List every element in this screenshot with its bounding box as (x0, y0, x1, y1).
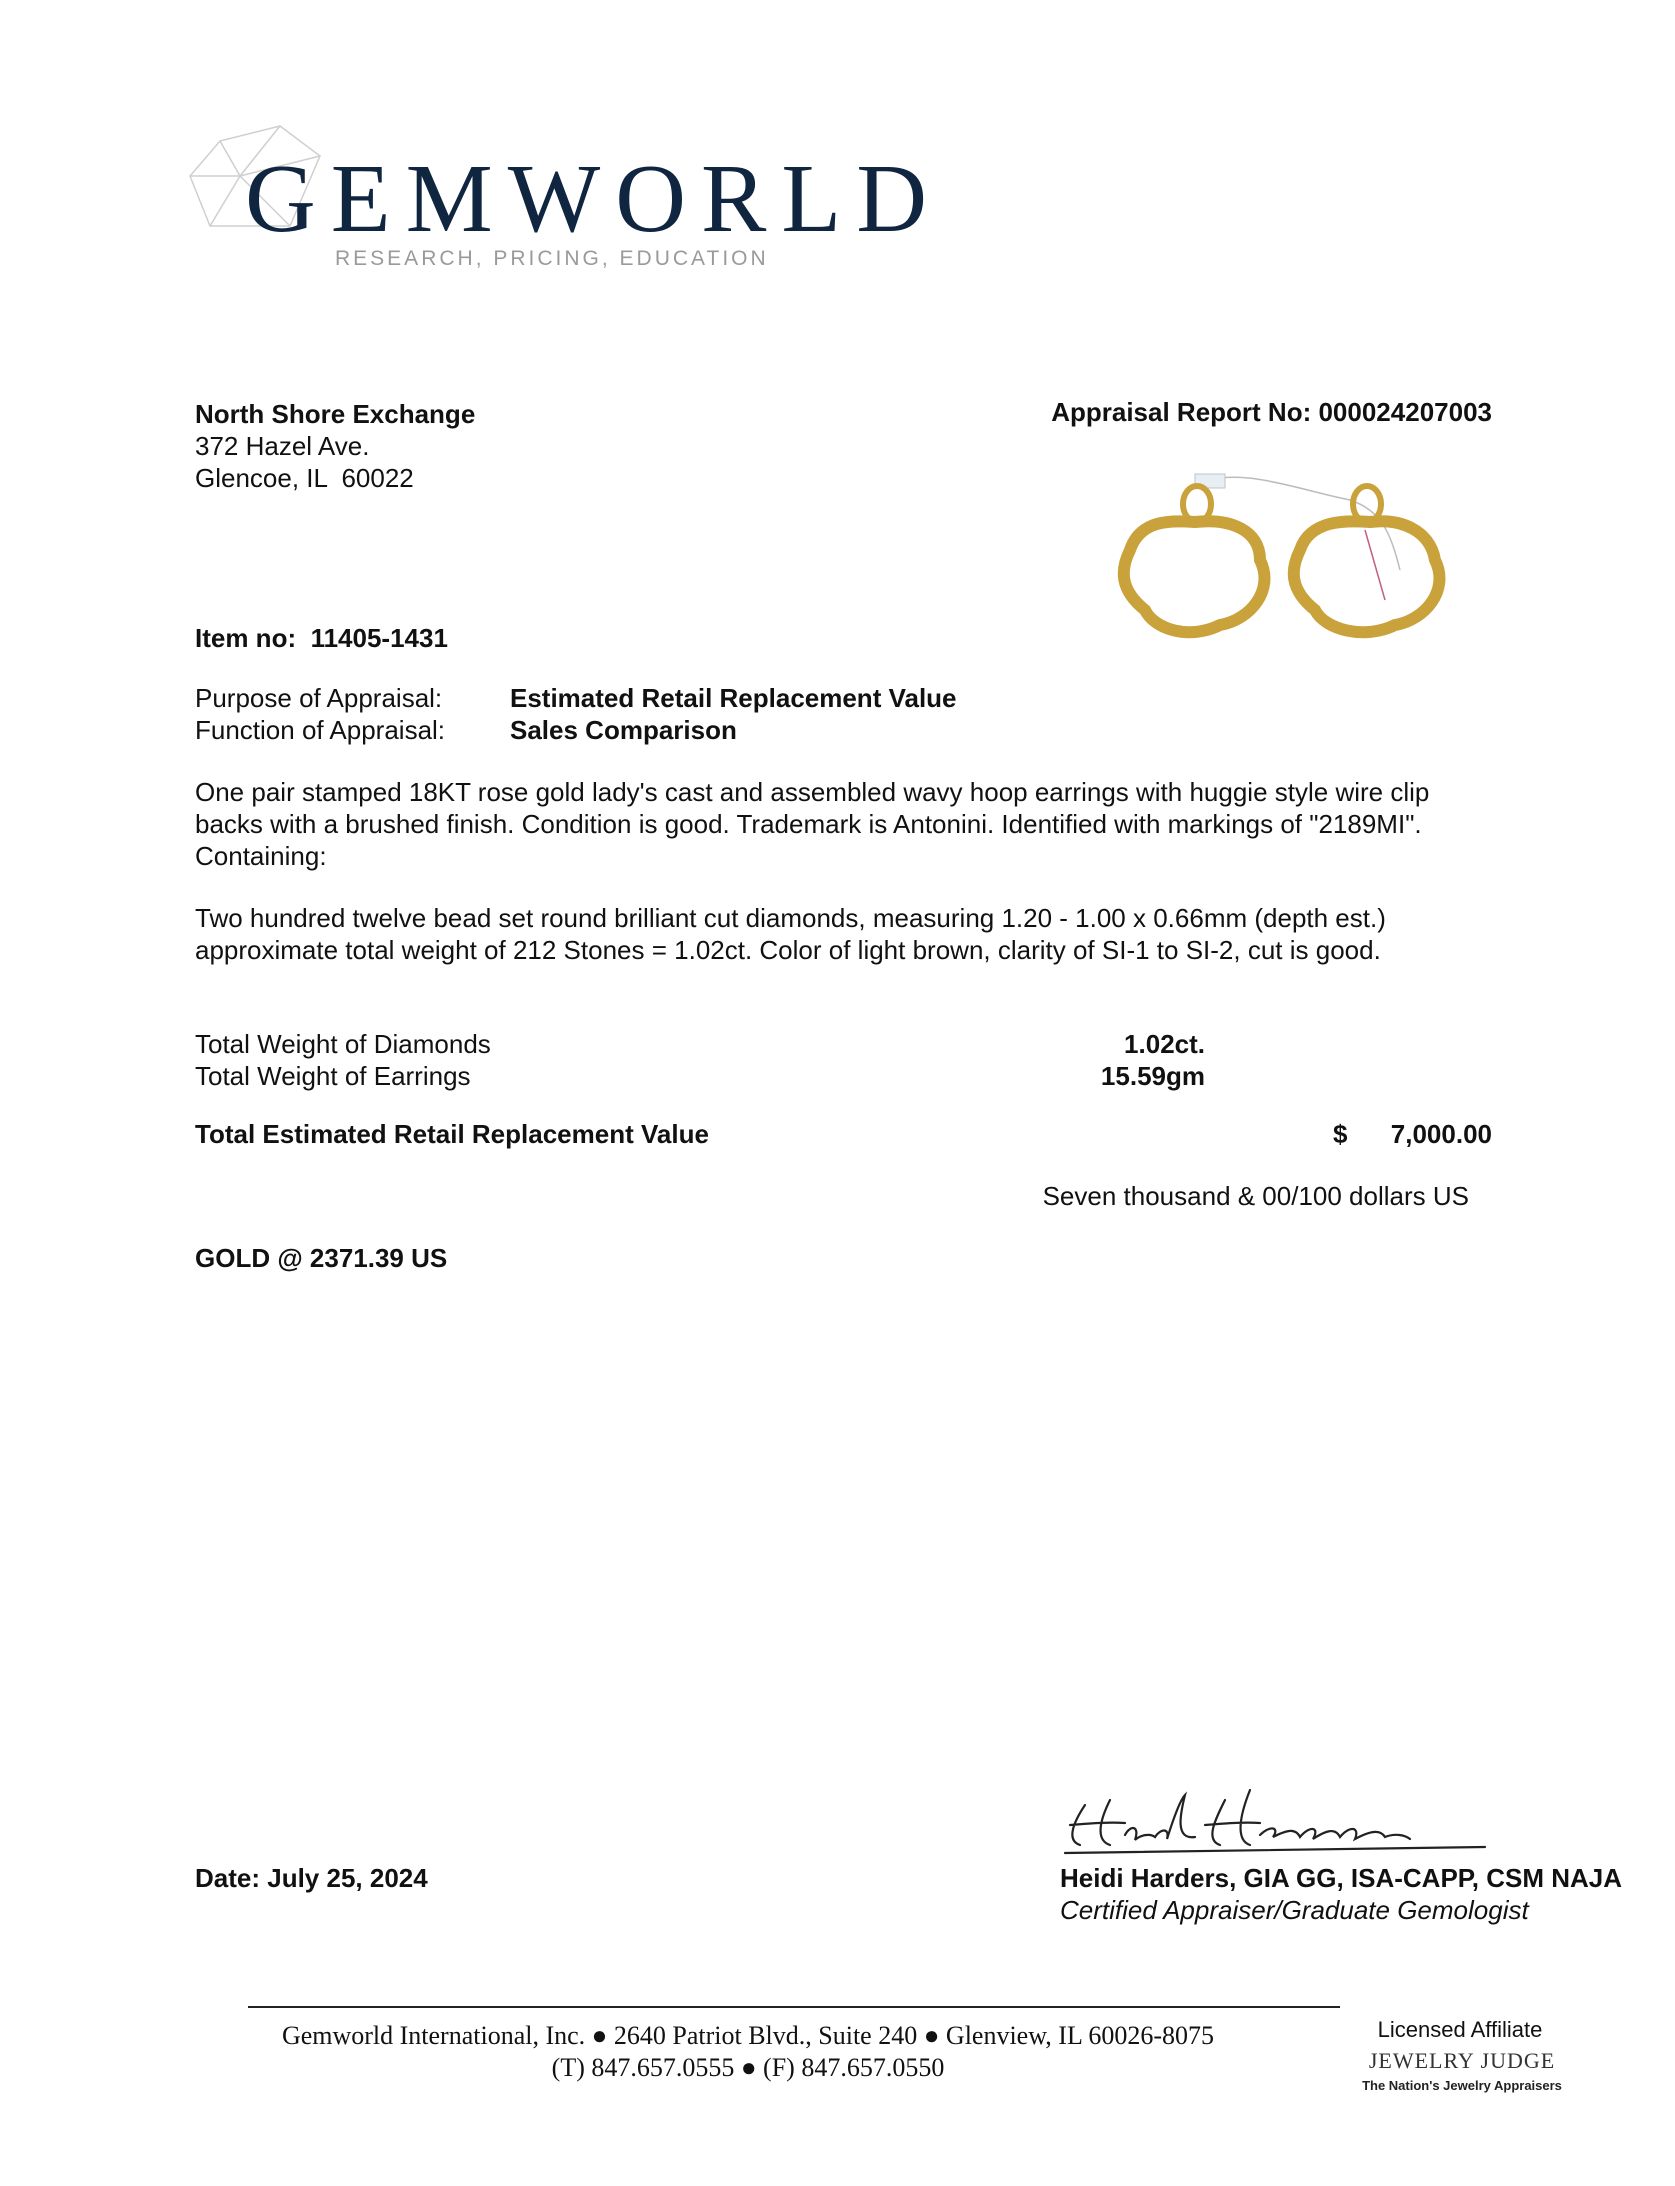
weight-value: 15.59gm (1100, 1061, 1205, 1091)
signature (1055, 1765, 1505, 1860)
footer-phone: (T) 847.657.0555 ● (F) 847.657.0550 (551, 2053, 945, 2082)
function-value: Sales Comparison (510, 715, 737, 745)
stone-description: Two hundred twelve bead set round brilliant cut diamonds, measuring 1.20 - 1.00 x 0.66mm (depth est.) approximate total weight of 212 Stones = 1.02ct. Color of light brown, clarity of SI-1 to SI-2, cut is good. (195, 903, 1386, 965)
total-value-label: Total Estimated Retail Replacement Value (195, 1119, 709, 1149)
amount-in-words: Seven thousand & 00/100 dollars US (1042, 1181, 1469, 1211)
item-number-label: Item no: (195, 623, 297, 653)
affiliate-tagline: The Nation's Jewelry Appraisers (1362, 2078, 1562, 2093)
affiliate-logo: JEWELRY JUDGE (1368, 2048, 1556, 2073)
purpose-value: Estimated Retail Replacement Value (510, 683, 957, 713)
weight-label: Total Weight of Earrings (195, 1061, 471, 1091)
report-number-value: 000024207003 (1318, 397, 1492, 427)
item-number (195, 622, 448, 654)
client-name: North Shore Exchange (195, 399, 476, 429)
weights-table (195, 1028, 1495, 1092)
appraisal-date: Date: July 25, 2024 (195, 1863, 428, 1893)
appraiser-name: Heidi Harders, GIA GG, ISA-CAPP, CSM NAJA (1060, 1863, 1623, 1893)
client-address (195, 398, 475, 494)
weight-row (195, 1028, 1495, 1060)
purpose-label: Purpose of Appraisal: (195, 683, 443, 713)
report-number-label: Appraisal Report No: (1051, 397, 1312, 427)
footer-address: Gemworld International, Inc. ● 2640 Patriot Blvd., Suite 240 ● Glenview, IL 60026-8075 (281, 2021, 1215, 2050)
logo-tagline: RESEARCH, PRICING, EDUCATION (335, 247, 769, 270)
client-street: 372 Hazel Ave. (195, 431, 370, 461)
footer-divider (248, 2006, 1340, 2008)
function-label: Function of Appraisal: (195, 715, 446, 745)
appraisal-purpose-block (195, 682, 957, 746)
item-description: One pair stamped 18KT rose gold lady's cast and assembled wavy hoop earrings with huggie style wire clip backs with a brushed finish. Condition is good. Trademark is Antonini. Identified with markings of "2189MI". Containing: (195, 777, 1430, 871)
report-number (1051, 396, 1492, 428)
logo-wordmark: GEMWORLD (245, 145, 943, 253)
total-currency: $ (1333, 1119, 1348, 1149)
affiliate-label: Licensed Affiliate (1377, 2017, 1543, 2042)
total-amount: 7,000.00 (1390, 1119, 1492, 1149)
gold-price: GOLD @ 2371.39 US (195, 1243, 448, 1273)
earrings-photo (1100, 460, 1480, 660)
weight-value: 1.02ct. (1124, 1029, 1205, 1059)
client-city: Glencoe, IL 60022 (195, 463, 414, 493)
item-number-value: 11405-1431 (310, 623, 448, 653)
appraiser-title: Certified Appraiser/Graduate Gemologist (1060, 1895, 1529, 1925)
weight-label: Total Weight of Diamonds (195, 1029, 491, 1059)
weight-row (195, 1060, 1495, 1092)
